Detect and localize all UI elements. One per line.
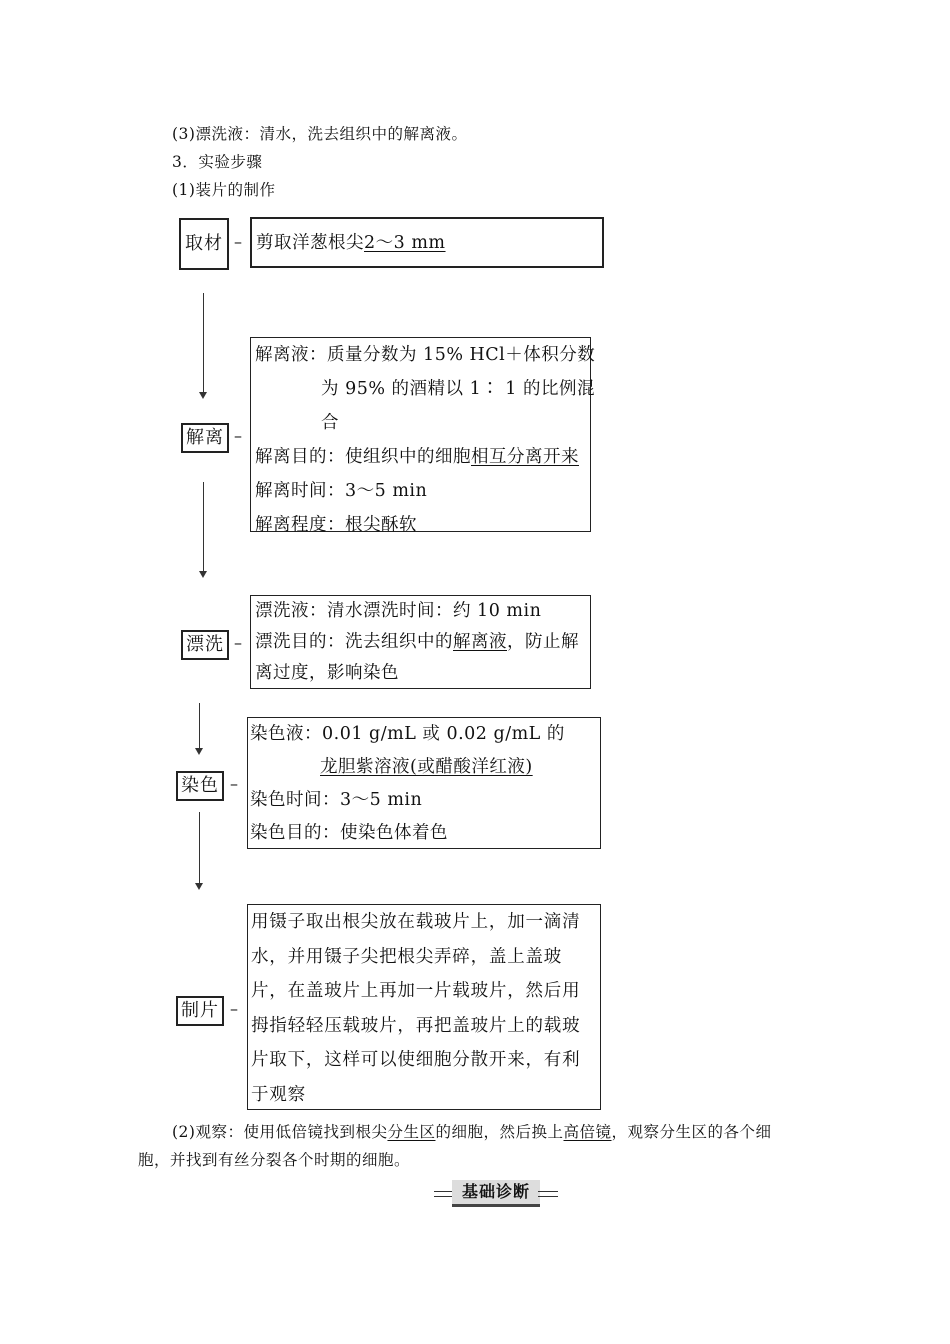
connector-dash: – xyxy=(234,633,242,652)
observation-line-1 xyxy=(172,1120,772,1142)
intro-line-1: (3)漂洗液：清水，洗去组织中的解离液。 xyxy=(172,125,468,143)
rinse-row-1: 漂洗液：清水漂洗时间：约 10 min xyxy=(255,601,542,621)
connector-dash: – xyxy=(234,426,242,445)
banner-right-bar xyxy=(538,1191,558,1197)
dissociation-purpose-text: 解离目的：使组织中的细胞 xyxy=(255,447,471,467)
flow-arrow xyxy=(199,812,200,884)
observation-text-1: (2)观察：使用低倍镜找到根尖 xyxy=(172,1123,388,1141)
stain-row-3: 染色时间：3～5 min xyxy=(250,790,423,810)
step-label-harvest: 取材 xyxy=(179,218,229,270)
observation-line-2: 胞，并找到有丝分裂各个时期的细胞。 xyxy=(138,1151,411,1169)
stain-row-4: 染色目的：使染色体着色 xyxy=(250,823,448,843)
dissociation-row-3: 合 xyxy=(321,413,339,433)
observation-blank-1: 分生区 xyxy=(387,1123,436,1141)
section-banner xyxy=(434,1180,558,1206)
stain-row-2 xyxy=(250,751,596,784)
observation-text-3: ，观察分生区的各个细 xyxy=(611,1123,772,1141)
flow-arrow xyxy=(203,482,204,572)
dissociation-row-6: 解离程度：根尖酥软 xyxy=(255,515,417,535)
harvest-text: 剪取洋葱根尖 xyxy=(256,233,364,253)
step-detail-mount xyxy=(247,904,601,1110)
observation-text-2: 的细胞，然后换上 xyxy=(435,1123,564,1141)
flow-arrow xyxy=(199,703,200,749)
connector-dash: – xyxy=(234,232,242,251)
rinse-row-3: 离过度，影响染色 xyxy=(255,663,399,683)
flow-arrow xyxy=(203,293,204,393)
banner-left-bar xyxy=(434,1191,454,1197)
step-detail-dissociation xyxy=(250,337,596,535)
dissociation-purpose-blank: 相互分离开来 xyxy=(471,447,579,467)
dissociation-row-5: 解离时间：3～5 min xyxy=(255,481,428,501)
rinse-purpose-after: ，防止解 xyxy=(507,632,579,652)
stain-row-1: 染色液：0.01 g/mL 或 0.02 g/mL 的 xyxy=(250,724,565,744)
step-label-rinse: 漂洗 xyxy=(181,630,229,660)
step-detail-stain xyxy=(247,717,601,849)
rinse-row-2 xyxy=(255,627,586,658)
mount-paragraph: 用镊子取出根尖放在载玻片上，加一滴清水，并用镊子尖把根尖弄碎，盖上盖玻片，在盖玻片上再加一片载玻片，然后用拇指轻轻压载玻片，再把盖玻片上的载玻片取下，这样可以使细胞分散开来，有利于观察 xyxy=(251,912,581,1105)
step-label-mount: 制片 xyxy=(176,996,224,1026)
step-label-stain: 染色 xyxy=(176,771,224,801)
rinse-purpose-text: 漂洗目的：洗去组织中的 xyxy=(255,632,453,652)
banner-title: 基础诊断 xyxy=(452,1180,540,1207)
step-detail-harvest xyxy=(250,217,604,268)
rinse-purpose-blank: 解离液 xyxy=(453,632,507,652)
step-label-dissociation: 解离 xyxy=(181,423,229,453)
subsection-heading: (1)装片的制作 xyxy=(172,181,276,199)
harvest-blank: 2～3 mm xyxy=(364,233,446,253)
connector-dash: – xyxy=(230,999,238,1018)
dissociation-row-4 xyxy=(255,440,586,474)
dissociation-row-1: 解离液：质量分数为 15% HCl＋体积分数 xyxy=(255,345,596,365)
observation-blank-2: 高倍镜 xyxy=(563,1123,612,1141)
step-detail-rinse xyxy=(250,595,591,689)
stain-solution-blank: 龙胆紫溶液(或醋酸洋红液) xyxy=(320,757,533,777)
dissociation-row-2: 为 95% 的酒精以 1∶ 1 的比例混 xyxy=(321,379,595,399)
section-heading: 3．实验步骤 xyxy=(172,153,263,171)
connector-dash: – xyxy=(230,774,238,793)
